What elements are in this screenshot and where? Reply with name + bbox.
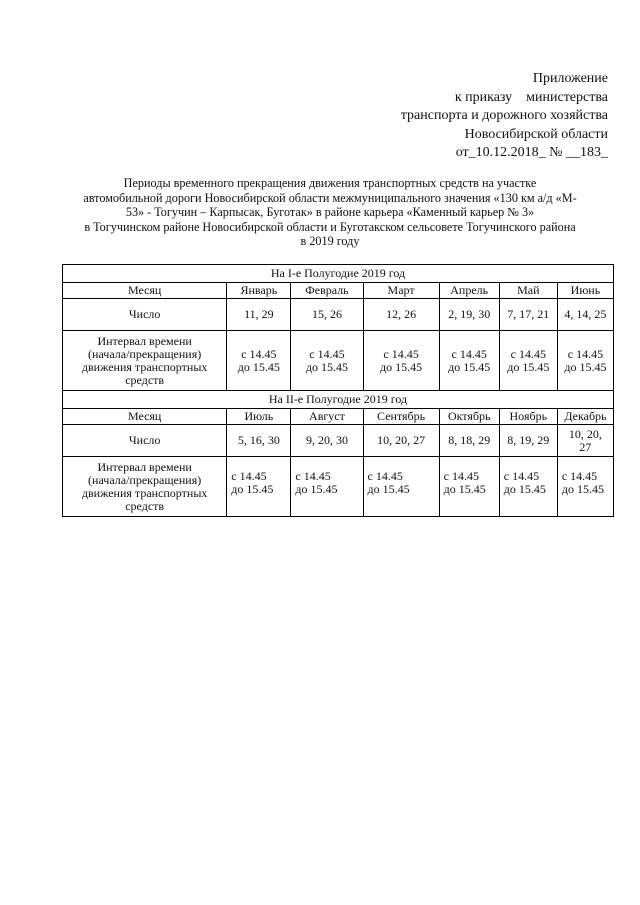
month-cell: Июль [227,409,291,425]
interval-label-line: (начала/прекращения) [88,472,202,487]
month-label: Месяц [63,283,227,299]
date-cell: 9, 20, 30 [291,425,363,457]
date-label: Число [63,425,227,457]
interval-from: с 14.45 [510,346,546,361]
month-cell: Август [291,409,363,425]
interval-cell [363,457,439,517]
title-line: в 2019 году [300,234,360,249]
header-line: транспорта и дорожного хозяйства [400,108,608,123]
date-line: 27 [579,439,592,454]
month-cell: Январь [227,283,291,299]
interval-cell [557,331,613,391]
interval-label-line: (начала/прекращения) [88,346,202,361]
date-cell: 7, 17, 21 [499,299,557,331]
date-cell: 10, 20, 27 [363,425,439,457]
caption-row [63,265,614,283]
interval-cell [557,457,613,517]
interval-label [63,331,227,391]
interval-from: с 14.45 [231,469,267,483]
interval-to: до 15.45 [564,359,607,374]
date-line: 10, 20, [568,426,602,441]
interval-label [63,457,227,517]
interval-label-line: движения транспортных [81,359,208,374]
date-cell: 11, 29 [227,299,291,331]
interval-cell [291,457,363,517]
header-line: Приложение [532,71,608,86]
interval-cell [499,457,557,517]
header-line: Новосибирской области [464,126,608,142]
month-cell: Май [499,283,557,299]
month-cell: Октябрь [439,409,499,425]
interval-cell [439,331,499,391]
interval-row [63,331,614,391]
half-year-caption: На I-е Полугодие 2019 год [63,265,614,283]
month-row [63,409,614,425]
date-row [63,425,614,457]
interval-to: до 15.45 [367,482,410,496]
interval-label-line: средств [125,372,165,387]
interval-label-line: Интервал времени [97,333,192,348]
interval-to: до 15.45 [507,359,550,374]
title-line: Периоды временного прекращения движения транспортных средств на участке [123,176,537,190]
interval-to: до 15.45 [443,482,486,496]
month-cell: Март [363,283,439,299]
interval-to: до 15.45 [305,359,349,374]
month-cell: Сентябрь [363,409,439,425]
interval-to: до 15.45 [561,482,604,496]
interval-to: до 15.45 [448,359,491,374]
title-line: 53» - Тогучин – Карпысак, Буготак» в районе карьера «Каменный карьер № 3» [125,205,535,220]
month-cell: Декабрь [557,409,613,425]
month-cell: Апрель [439,283,499,299]
order-number-line: от_10.12.2018_ № __183_ [455,145,608,160]
date-cell: 4, 14, 25 [557,299,613,331]
month-label: Месяц [63,409,227,425]
title-line: в Тогучинском районе Новосибирской области и Буготакском сельсовете Тогучинского района [84,219,576,234]
interval-label-line: движения транспортных [81,485,208,500]
interval-from: с 14.45 [367,469,403,483]
interval-from: с 14.45 [503,469,540,483]
half-year-caption: На II-е Полугодие 2019 год [63,391,614,409]
date-cell [557,425,613,457]
interval-to: до 15.45 [237,359,280,374]
date-cell: 8, 19, 29 [499,425,557,457]
interval-from: с 14.45 [309,346,345,361]
date-cell: 2, 19, 30 [439,299,499,331]
interval-from: с 14.45 [295,469,331,483]
interval-cell [227,457,291,517]
interval-from: с 14.45 [443,469,479,483]
interval-from: с 14.45 [567,346,604,361]
interval-to: до 15.45 [295,482,338,496]
date-cell: 8, 18, 29 [439,425,499,457]
interval-to: до 15.45 [231,482,274,496]
month-cell: Февраль [291,283,363,299]
document-title [70,176,590,249]
interval-cell [291,331,363,391]
date-cell: 5, 16, 30 [227,425,291,457]
interval-cell [499,331,557,391]
month-cell: Ноябрь [499,409,557,425]
date-cell: 15, 26 [291,299,363,331]
interval-from: с 14.45 [241,346,277,361]
month-row [63,283,614,299]
interval-label-line: средств [125,498,165,513]
interval-row [63,457,614,517]
approval-header [401,70,608,163]
date-label: Число [63,299,227,331]
interval-cell [363,331,439,391]
interval-from: с 14.45 [383,346,419,361]
interval-cell [439,457,499,517]
interval-from: с 14.45 [451,346,487,361]
interval-to: до 15.45 [503,482,546,496]
interval-from: с 14.45 [561,469,598,483]
date-cell: 12, 26 [363,299,439,331]
month-cell: Июнь [557,283,613,299]
date-row [63,299,614,331]
interval-to: до 15.45 [380,359,423,374]
caption-row [63,391,614,409]
interval-label-line: Интервал времени [97,459,192,474]
title-line: автомобильной дороги Новосибирской области межмуниципального значения «130 км а/д «М- [83,190,577,205]
interval-cell [227,331,291,391]
header-line: к приказу министерства [454,89,608,105]
schedule-table [62,264,614,517]
